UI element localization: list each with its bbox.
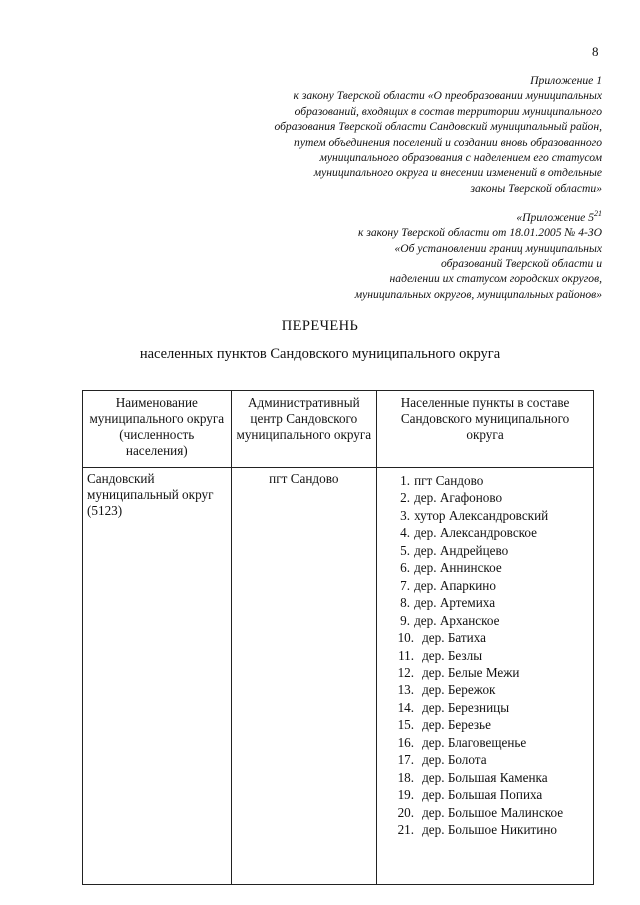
appendix-2-superscript: 21 <box>594 209 602 218</box>
district-name-cell: Сандовский муниципальный округ (5123) <box>83 468 232 885</box>
settlement-name: дер. Белые Межи <box>422 664 520 680</box>
appendix-1-line: путем объединения поселений и создании вновь образованного <box>294 135 602 149</box>
appendix-1-line: образования Тверской области Сандовский муниципальный район, <box>274 120 602 134</box>
appendix-1-line: образований, входящих в состав территории муниципального <box>294 104 602 118</box>
document-subtitle: населенных пунктов Сандовского муниципального округа <box>139 346 501 362</box>
settlement-name: дер. Болота <box>422 752 487 768</box>
appendix-2-line: к закону Тверской области от 18.01.2005 № 4-ЗО <box>358 226 602 240</box>
settlement-list <box>378 469 592 839</box>
header-district-name: Наименование муниципального округа (численность населения) <box>83 391 232 468</box>
settlement-number: 10. <box>397 630 415 646</box>
table-row <box>83 468 594 885</box>
list-item <box>388 716 592 733</box>
settlement-name: дер. Артемиха <box>414 595 496 611</box>
list-item <box>388 769 592 786</box>
settlement-name: дер. Агафоново <box>414 490 503 506</box>
appendix-2-line: «Об установлении границ муниципальных <box>394 241 602 255</box>
appendix-1-line: муниципального округа и внесении изменений в отдельные <box>313 166 602 180</box>
settlement-number: 3. <box>400 507 411 523</box>
settlement-name: дер. Березницы <box>422 699 510 715</box>
header-settlements: Населенные пункты в составе Сандовского муниципального округа <box>377 391 594 468</box>
list-item <box>388 559 592 576</box>
list-item <box>388 594 592 611</box>
document-title: ПЕРЕЧЕНЬ <box>281 318 359 334</box>
appendix-2-line: образований Тверской области и <box>440 257 602 271</box>
appendix-1-header <box>274 73 602 196</box>
list-item <box>388 647 592 664</box>
settlement-number: 18. <box>397 769 415 785</box>
appendix-2-line: наделении их статусом городских округов, <box>389 272 602 286</box>
settlement-name: дер. Батиха <box>422 630 486 646</box>
list-item <box>388 489 592 506</box>
settlement-name: дер. Большая Попиха <box>422 787 543 803</box>
appendix-2-title <box>355 206 602 225</box>
settlement-number: 12. <box>397 664 415 680</box>
list-item <box>388 821 592 838</box>
settlement-number: 4. <box>400 525 411 541</box>
list-item <box>388 577 592 594</box>
list-item <box>388 612 592 629</box>
list-item <box>388 786 592 803</box>
list-item <box>388 734 592 751</box>
appendix-1-line: к закону Тверской области «О преобразовании муниципальных <box>293 89 602 103</box>
list-item <box>388 542 592 559</box>
settlement-number: 2. <box>400 490 411 506</box>
list-item <box>388 664 592 681</box>
settlements-cell <box>377 468 594 885</box>
admin-center-cell: пгт Сандово <box>231 468 376 885</box>
settlement-name: хутор Александровский <box>414 507 549 523</box>
settlement-name: дер. Апаркино <box>414 577 496 593</box>
settlement-number: 1. <box>400 473 411 488</box>
settlement-name: дер. Безлы <box>422 647 483 663</box>
appendix-1-line: муниципального образования с наделением его статусом <box>319 151 602 165</box>
settlement-name: дер. Большое Малинское <box>422 804 564 820</box>
settlement-name: дер. Большая Каменка <box>422 769 548 785</box>
appendix-2-header <box>355 206 602 302</box>
settlements-table <box>82 390 594 885</box>
table-header-row <box>83 391 594 468</box>
settlement-name: дер. Александровское <box>414 525 538 541</box>
settlement-name: дер. Андрейцево <box>414 542 509 558</box>
appendix-1-line: законы Тверской области» <box>470 181 602 195</box>
list-item <box>388 681 592 698</box>
settlement-name: пгт Сандово <box>414 473 484 488</box>
settlement-name: дер. Большое Никитино <box>422 822 557 838</box>
appendix-2-title-text: «Приложение 5 <box>516 210 594 224</box>
appendix-2-line: муниципальных округов, муниципальных районов» <box>354 287 602 301</box>
settlement-name: дер. Березье <box>422 717 491 733</box>
list-item <box>388 804 592 821</box>
settlement-number: 9. <box>400 612 411 628</box>
settlement-name: дер. Аннинское <box>414 560 502 576</box>
list-item <box>388 629 592 646</box>
settlement-number: 6. <box>400 560 411 576</box>
settlement-number: 11. <box>398 647 415 663</box>
settlement-number: 21. <box>397 822 415 838</box>
settlement-number: 19. <box>397 787 415 803</box>
settlement-name: дер. Арханское <box>414 612 500 628</box>
settlement-number: 20. <box>397 804 415 820</box>
list-item <box>388 472 592 489</box>
settlement-number: 7. <box>400 577 411 593</box>
header-admin-center: Административный центр Сандовского муниципального округа <box>231 391 376 468</box>
list-item <box>388 699 592 716</box>
settlement-name: дер. Бережок <box>422 682 496 698</box>
settlement-number: 13. <box>397 682 415 698</box>
settlement-number: 8. <box>400 595 411 611</box>
list-item <box>388 524 592 541</box>
appendix-1-line: Приложение 1 <box>530 74 602 87</box>
page-number: 8 <box>592 44 599 59</box>
settlement-number: 5. <box>400 542 411 558</box>
settlement-number: 14. <box>397 699 415 715</box>
list-item <box>388 751 592 768</box>
settlement-number: 17. <box>397 752 415 768</box>
settlement-number: 15. <box>397 717 415 733</box>
list-item <box>388 507 592 524</box>
settlement-name: дер. Благовещенье <box>422 734 527 750</box>
settlement-number: 16. <box>397 734 415 750</box>
